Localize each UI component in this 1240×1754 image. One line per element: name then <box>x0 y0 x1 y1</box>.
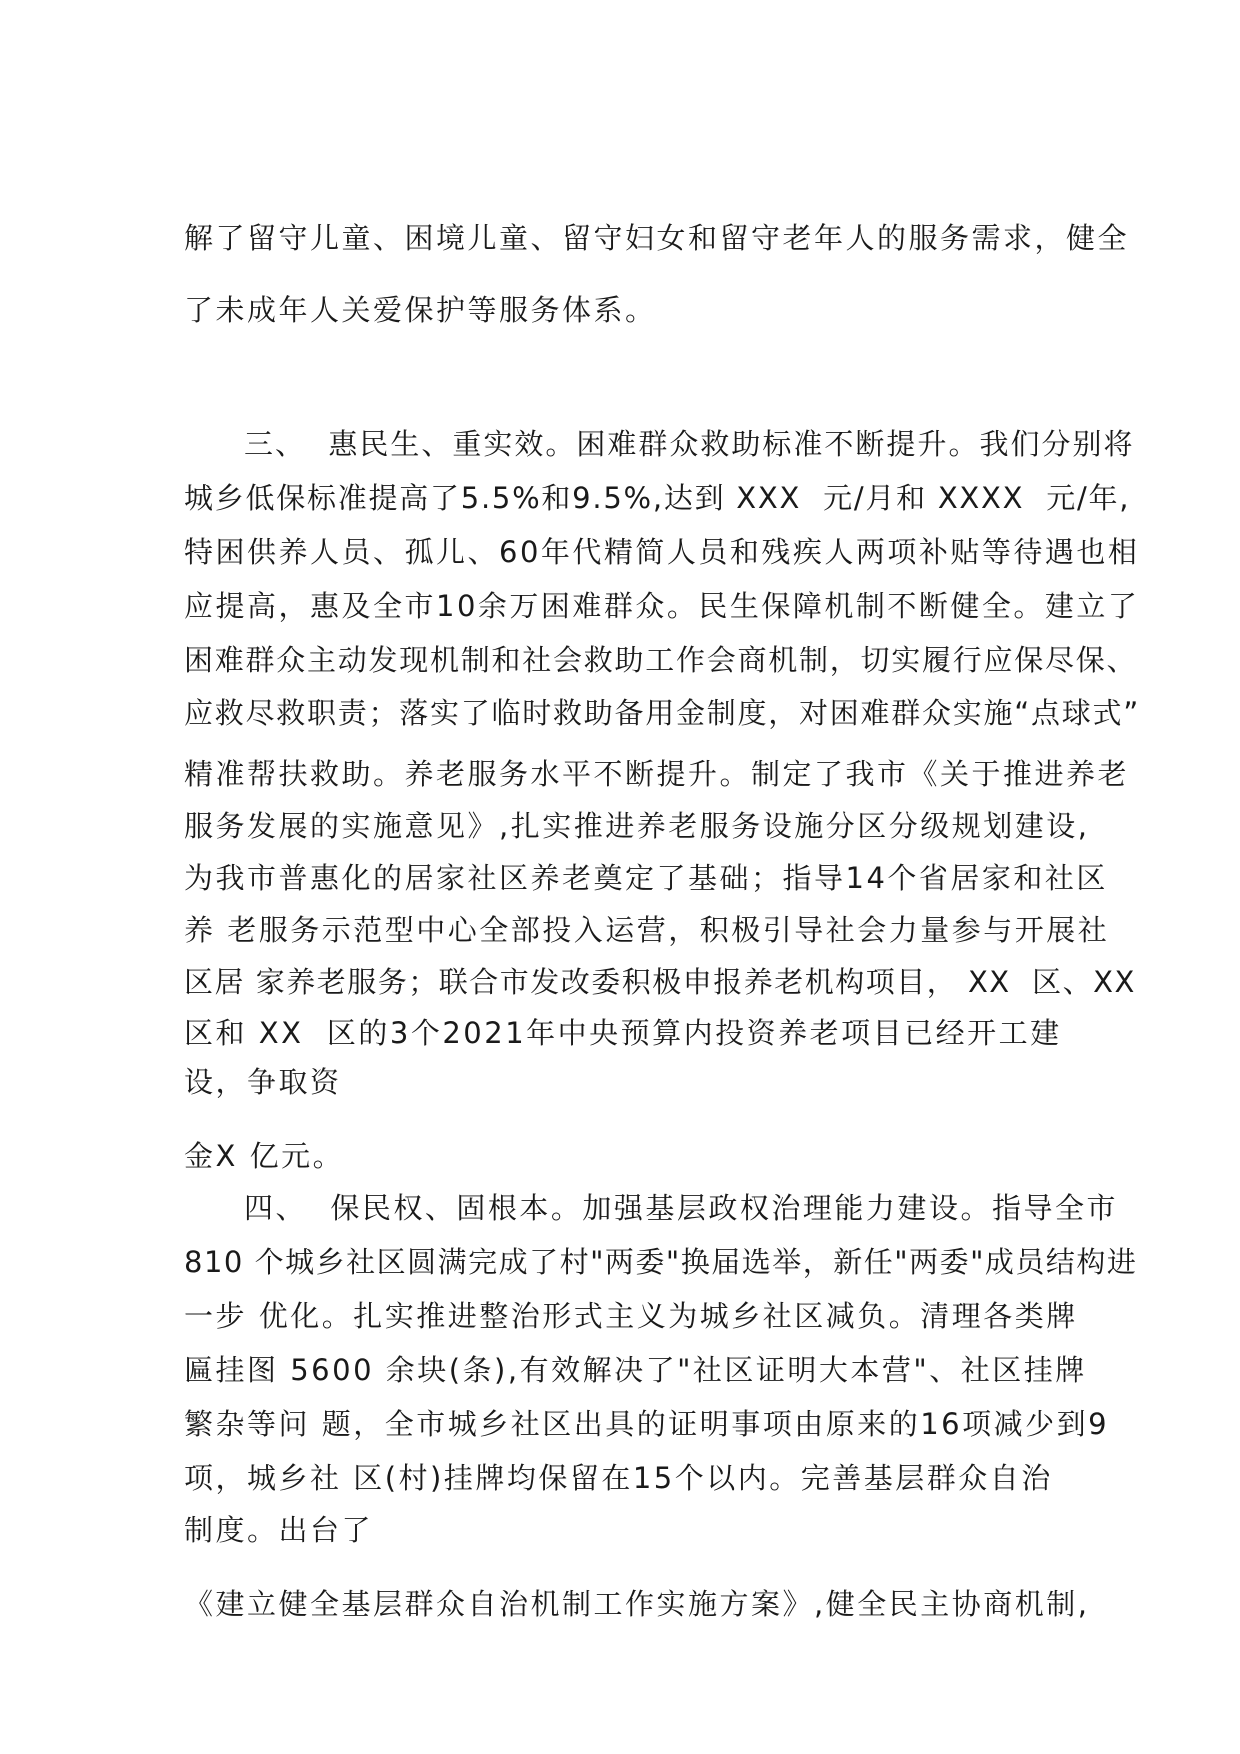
text-line: 精准帮扶救助。养老服务水平不断提升。制定了我市《关于推进养老 <box>184 757 1130 791</box>
text-line: 城乡低保标准提高了5.5%和9.5%,达到 XXX 元/月和 XXXX 元/年, <box>184 481 1131 515</box>
text-line: 810 个城乡社区圆满完成了村"两委"换届选举，新任"两委"成员结构进 <box>184 1245 1138 1279</box>
text-line: 项，城乡社 区(村)挂牌均保留在15个以内。完善基层群众自治 <box>184 1461 1053 1495</box>
text-line: 应救尽救职责；落实了临时救助备用金制度，对困难群众实施“点球式” <box>184 696 1141 730</box>
text-line: 困难群众主动发现机制和社会救助工作会商机制，切实履行应保尽保、 <box>184 643 1138 677</box>
section-heading-line: 三、 惠民生、重实效。困难群众救助标准不断提升。我们分别将 <box>244 427 1135 461</box>
text-line: 区和 XX 区的3个2021年中央预算内投资养老项目已经开工建 <box>184 1016 1062 1050</box>
text-line: 养 老服务示范型中心全部投入运营，积极引导社会力量参与开展社 <box>184 913 1110 947</box>
text-line: 为我市普惠化的居家社区养老奠定了基础；指导14个省居家和社区 <box>184 861 1108 895</box>
text-line: 匾挂图 5600 余块(条),有效解决了"社区证明大本营"、社区挂牌 <box>184 1353 1087 1387</box>
text-line: 设，争取资 <box>184 1065 342 1099</box>
text-line: 解了留守儿童、困境儿童、留守妇女和留守老年人的服务需求，健全 <box>184 221 1130 255</box>
text-line: 一步 优化。扎实推进整治形式主义为城乡社区减负。清理各类牌 <box>184 1299 1078 1333</box>
text-line: 服务发展的实施意见》,扎实推进养老服务设施分区分级规划建设, <box>184 809 1090 843</box>
text-line: 金X 亿元。 <box>184 1139 345 1173</box>
text-line: 制度。出台了 <box>184 1513 374 1547</box>
text-line: 繁杂等问 题，全市城乡社区出具的证明事项由原来的16项减少到9 <box>184 1407 1110 1441</box>
section-heading-line: 四、 保民权、固根本。加强基层政权治理能力建设。指导全市 <box>244 1191 1118 1225</box>
text-line: 特困供养人员、孤儿、60年代精简人员和残疾人两项补贴等待遇也相 <box>184 535 1140 569</box>
text-line: 应提高，惠及全市10余万困难群众。民生保障机制不断健全。建立了 <box>184 589 1140 623</box>
text-line: 了未成年人关爱保护等服务体系。 <box>184 293 657 327</box>
text-line: 区居 家养老服务；联合市发改委积极申报养老机构项目， XX 区、XX <box>184 965 1136 999</box>
text-line: 《建立健全基层群众自治机制工作实施方案》,健全民主协商机制, <box>184 1587 1090 1621</box>
